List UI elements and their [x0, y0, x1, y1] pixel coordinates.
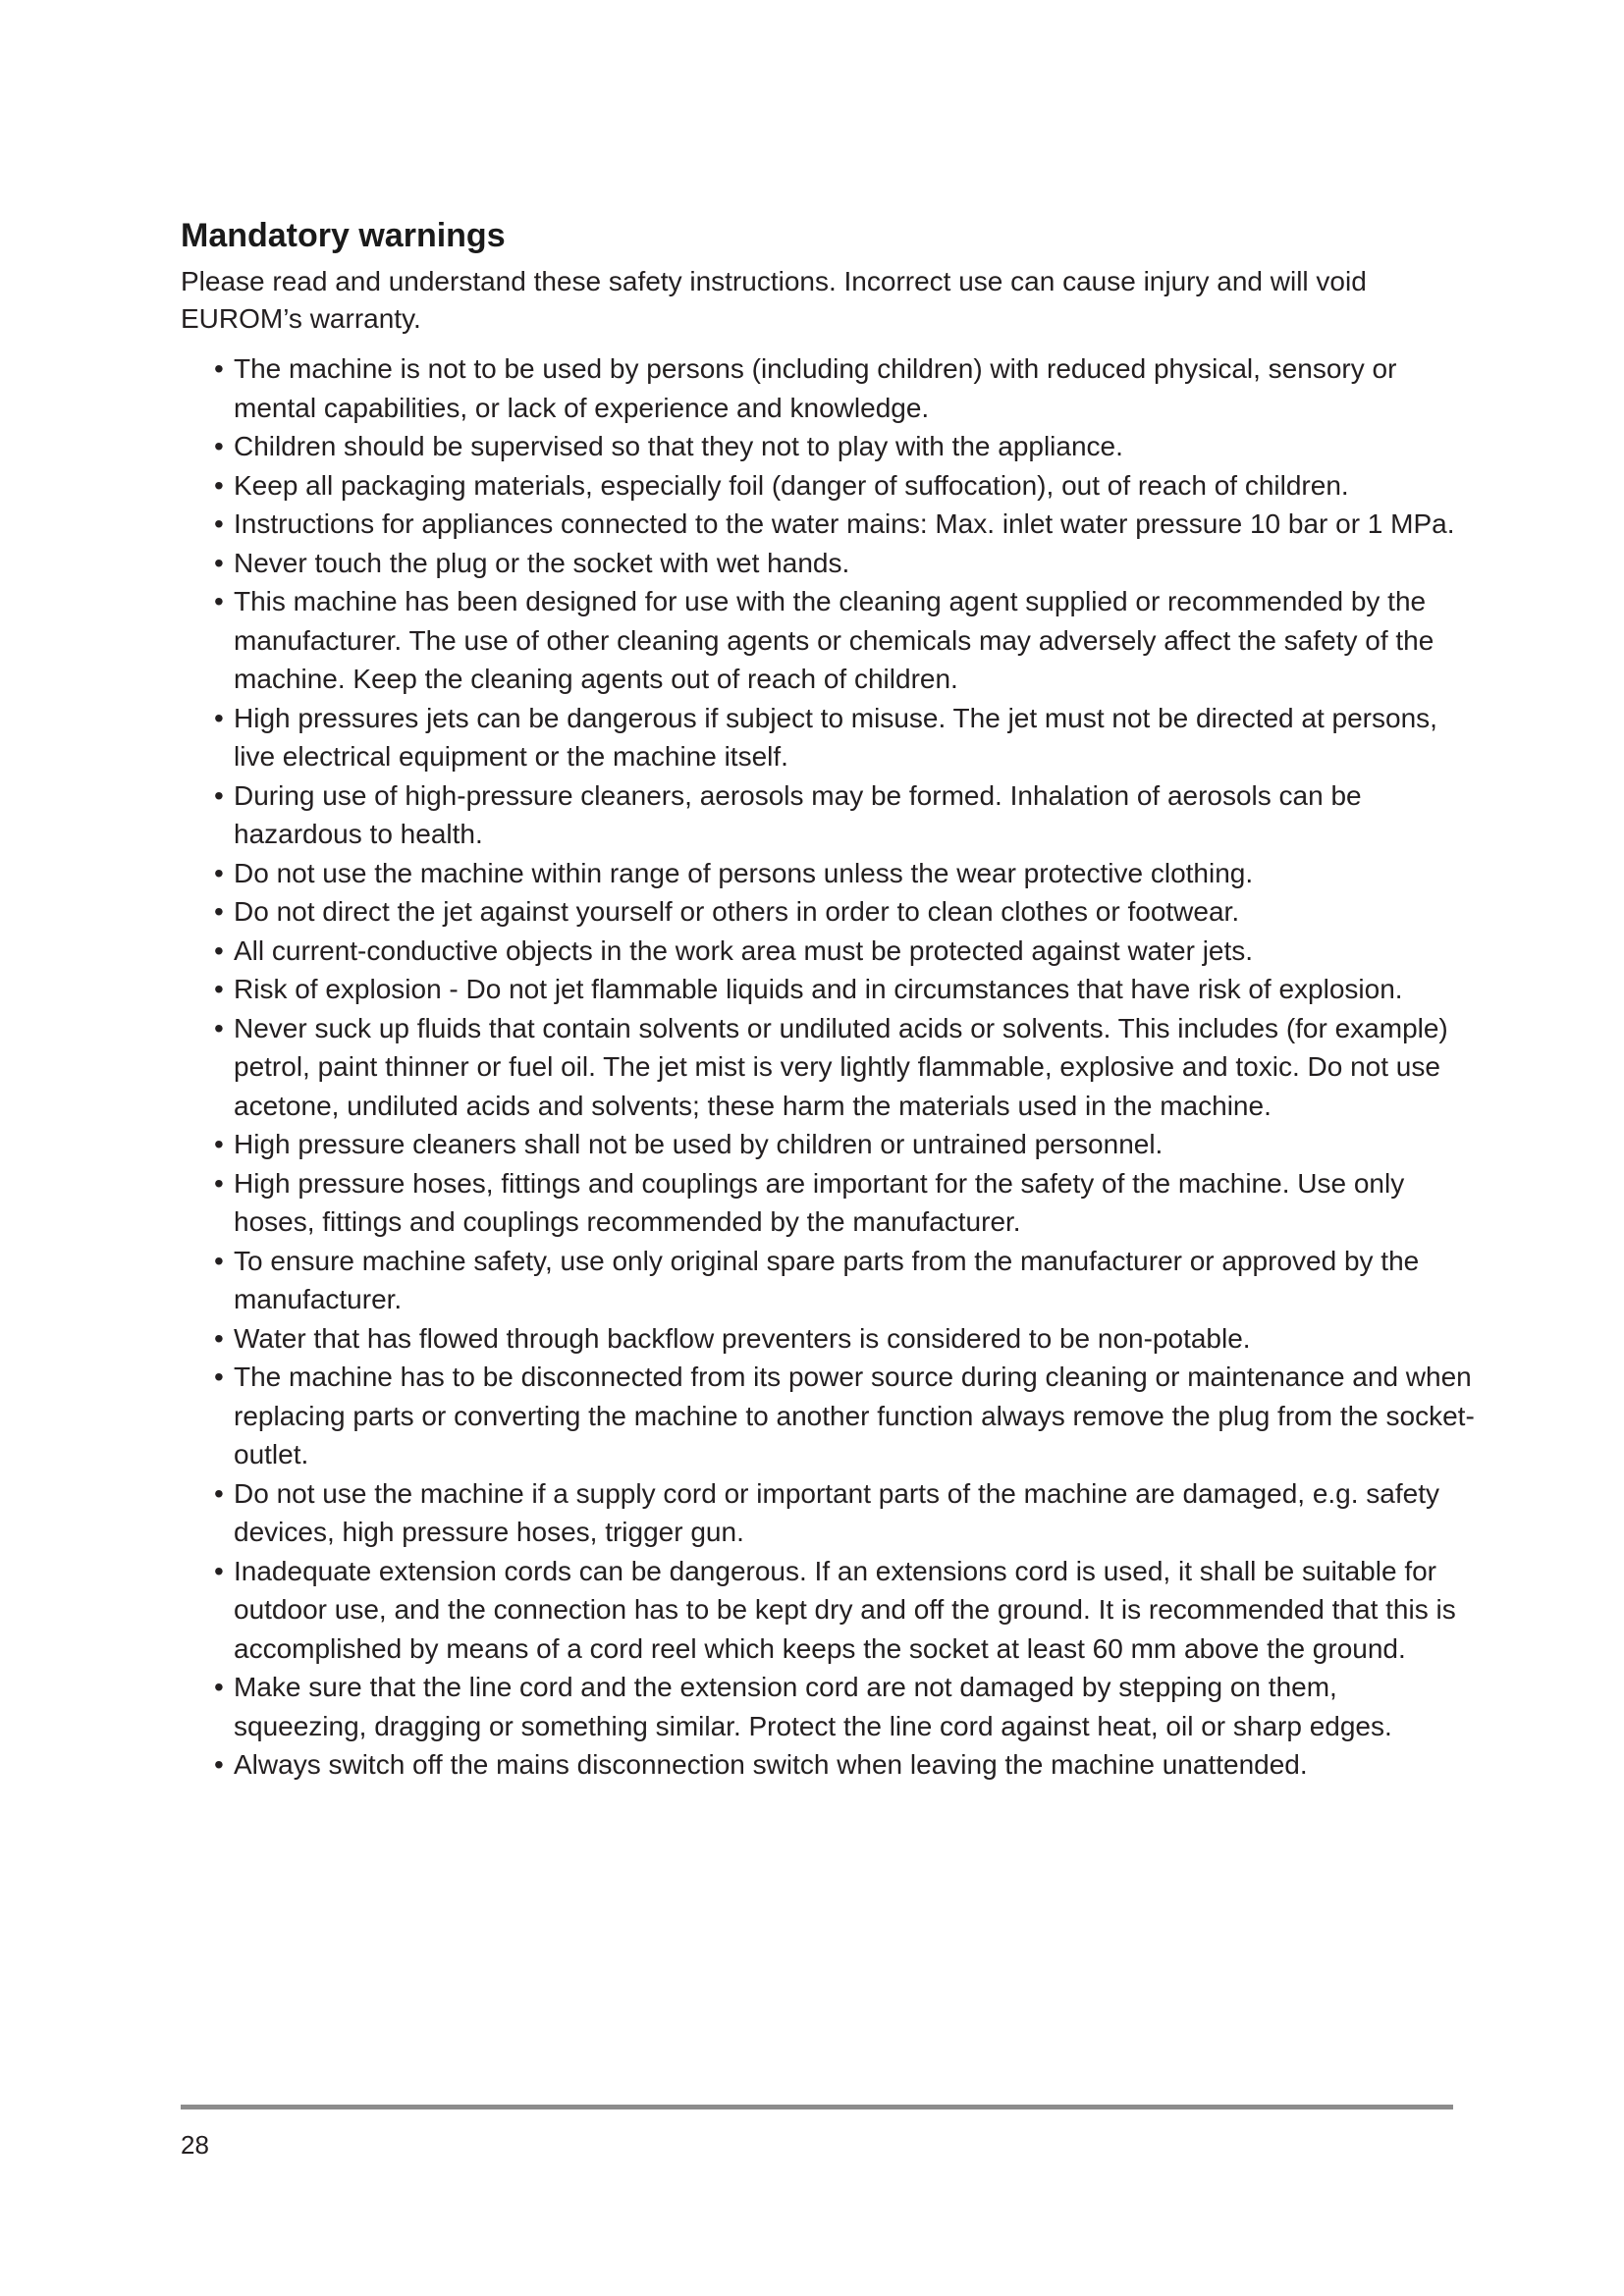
bullet-icon: • — [214, 1672, 224, 1702]
warning-item — [214, 854, 1477, 893]
bullet-icon: • — [214, 547, 224, 578]
warnings-list — [181, 349, 1477, 1785]
bullet-icon: • — [214, 1362, 224, 1392]
bullet-icon: • — [214, 1012, 224, 1043]
warning-text: Never suck up fluids that contain solvents or undiluted acids or solvents. This includes (for example) petrol, paint thinner or fuel oil. The jet mist is very lightly flammable, explosive and toxic. Do not use acetone, undiluted acids and solvents; these harm the materials used in the machine. — [234, 1012, 1448, 1121]
warning-item — [214, 1242, 1477, 1319]
warning-item — [214, 466, 1477, 506]
warning-text: All current-conductive objects in the work area must be protected against water jets. — [234, 934, 1254, 966]
bullet-icon: • — [214, 1322, 224, 1354]
bullet-icon: • — [214, 1167, 224, 1199]
warning-text: Do not use the machine within range of persons unless the wear protective clothing. — [234, 857, 1254, 888]
warning-text: High pressures jets can be dangerous if subject to misuse. The jet must not be directed at persons, live electrical equipment or the machine itself. — [234, 702, 1437, 772]
bullet-icon: • — [214, 1477, 224, 1509]
warning-item — [214, 1474, 1477, 1552]
warning-item — [214, 349, 1477, 427]
bullet-icon: • — [214, 353, 224, 384]
page-number: 28 — [181, 2130, 209, 2160]
warning-text: Do not direct the jet against yourself or others in order to clean clothes or footwear. — [234, 896, 1240, 927]
bullet-icon: • — [214, 974, 224, 1004]
warning-item — [214, 1668, 1477, 1745]
warning-item — [214, 427, 1477, 466]
warning-text: Keep all packaging materials, especially foil (danger of suffocation), out of reach of children. — [234, 469, 1349, 501]
warning-text: Do not use the machine if a supply cord or important parts of the machine are damaged, e.g. safety devices, high pressure hoses, trigger gun. — [234, 1477, 1440, 1547]
warning-text: To ensure machine safety, use only original spare parts from the manufacturer or approved by the manufacturer. — [234, 1245, 1420, 1314]
warning-item — [214, 970, 1477, 1009]
warning-text: Make sure that the line cord and the extension cord are not damaged by stepping on them, squeezing, dragging or something similar. Protect the line cord against heat, oil or sharp edges. — [234, 1672, 1392, 1741]
warning-item — [214, 1319, 1477, 1359]
warning-item — [214, 699, 1477, 776]
warning-text: Water that has flowed through backflow preventers is considered to be non-potable. — [234, 1322, 1251, 1354]
warning-text: The machine has to be disconnected from its power source during cleaning or maintenance and when replacing parts or converting the machine to another function always remove the plug from the socket-outlet. — [234, 1362, 1475, 1469]
bullet-icon: • — [214, 1129, 224, 1159]
bullet-icon: • — [214, 1555, 224, 1586]
document-body — [181, 214, 1477, 1785]
warning-item — [214, 1009, 1477, 1126]
warning-item — [214, 1745, 1477, 1785]
warning-text: Inadequate extension cords can be dangerous. If an extensions cord is used, it shall be suitable for outdoor use, and the connection has to be kept dry and off the ground. It is recommended that this is accomplished by means of a cord reel which keeps the socket at least 60 mm above the ground. — [234, 1555, 1456, 1664]
intro-paragraph: Please read and understand these safety instructions. Incorrect use can cause injury and will void EUROM’s warranty. — [181, 266, 1367, 334]
warning-item — [214, 1552, 1477, 1669]
warning-text: Instructions for appliances connected to the water mains: Max. inlet water pressure 10 bar or 1 MPa. — [234, 508, 1455, 539]
warning-item — [214, 1125, 1477, 1164]
warning-item — [214, 582, 1477, 699]
bullet-icon: • — [214, 857, 224, 888]
warning-text: The machine is not to be used by persons (including children) with reduced physical, sensory or mental capabilities, or lack of experience and knowledge. — [234, 353, 1397, 423]
warning-text: During use of high-pressure cleaners, aerosols may be formed. Inhalation of aerosols can be hazardous to health. — [234, 779, 1362, 849]
bullet-icon: • — [214, 702, 224, 733]
bullet-icon: • — [214, 1749, 224, 1780]
bullet-icon: • — [214, 896, 224, 927]
warning-text: High pressure hoses, fittings and couplings are important for the safety of the machine. Use only hoses, fittings and couplings recommended by the manufacturer. — [234, 1167, 1405, 1237]
warning-text: Children should be supervised so that they not to play with the appliance. — [234, 431, 1123, 461]
bullet-icon: • — [214, 779, 224, 811]
warning-item — [214, 1358, 1477, 1474]
warning-text: This machine has been designed for use with the cleaning agent supplied or recommended by the manufacturer. The use of other cleaning agents or chemicals may adversely affect the safety of the machine. Keep the cleaning agents out of reach of children. — [234, 586, 1435, 694]
bullet-icon: • — [214, 469, 224, 501]
warning-item — [214, 892, 1477, 932]
page-title: Mandatory warnings — [181, 217, 506, 254]
warning-item — [214, 776, 1477, 854]
bullet-icon: • — [214, 586, 224, 616]
bullet-icon: • — [214, 508, 224, 539]
warning-item — [214, 932, 1477, 971]
bullet-icon: • — [214, 431, 224, 461]
warning-text: High pressure cleaners shall not be used by children or untrained personnel. — [234, 1129, 1164, 1159]
warning-item — [214, 544, 1477, 583]
bullet-icon: • — [214, 1245, 224, 1276]
footer-divider — [181, 2105, 1453, 2109]
warning-item — [214, 1164, 1477, 1242]
warning-text: Never touch the plug or the socket with wet hands. — [234, 547, 850, 578]
bullet-icon: • — [214, 934, 224, 966]
warning-text: Risk of explosion - Do not jet flammable liquids and in circumstances that have risk of explosion. — [234, 974, 1403, 1004]
warning-text: Always switch off the mains disconnection switch when leaving the machine unattended. — [234, 1749, 1308, 1780]
warning-item — [214, 505, 1477, 544]
